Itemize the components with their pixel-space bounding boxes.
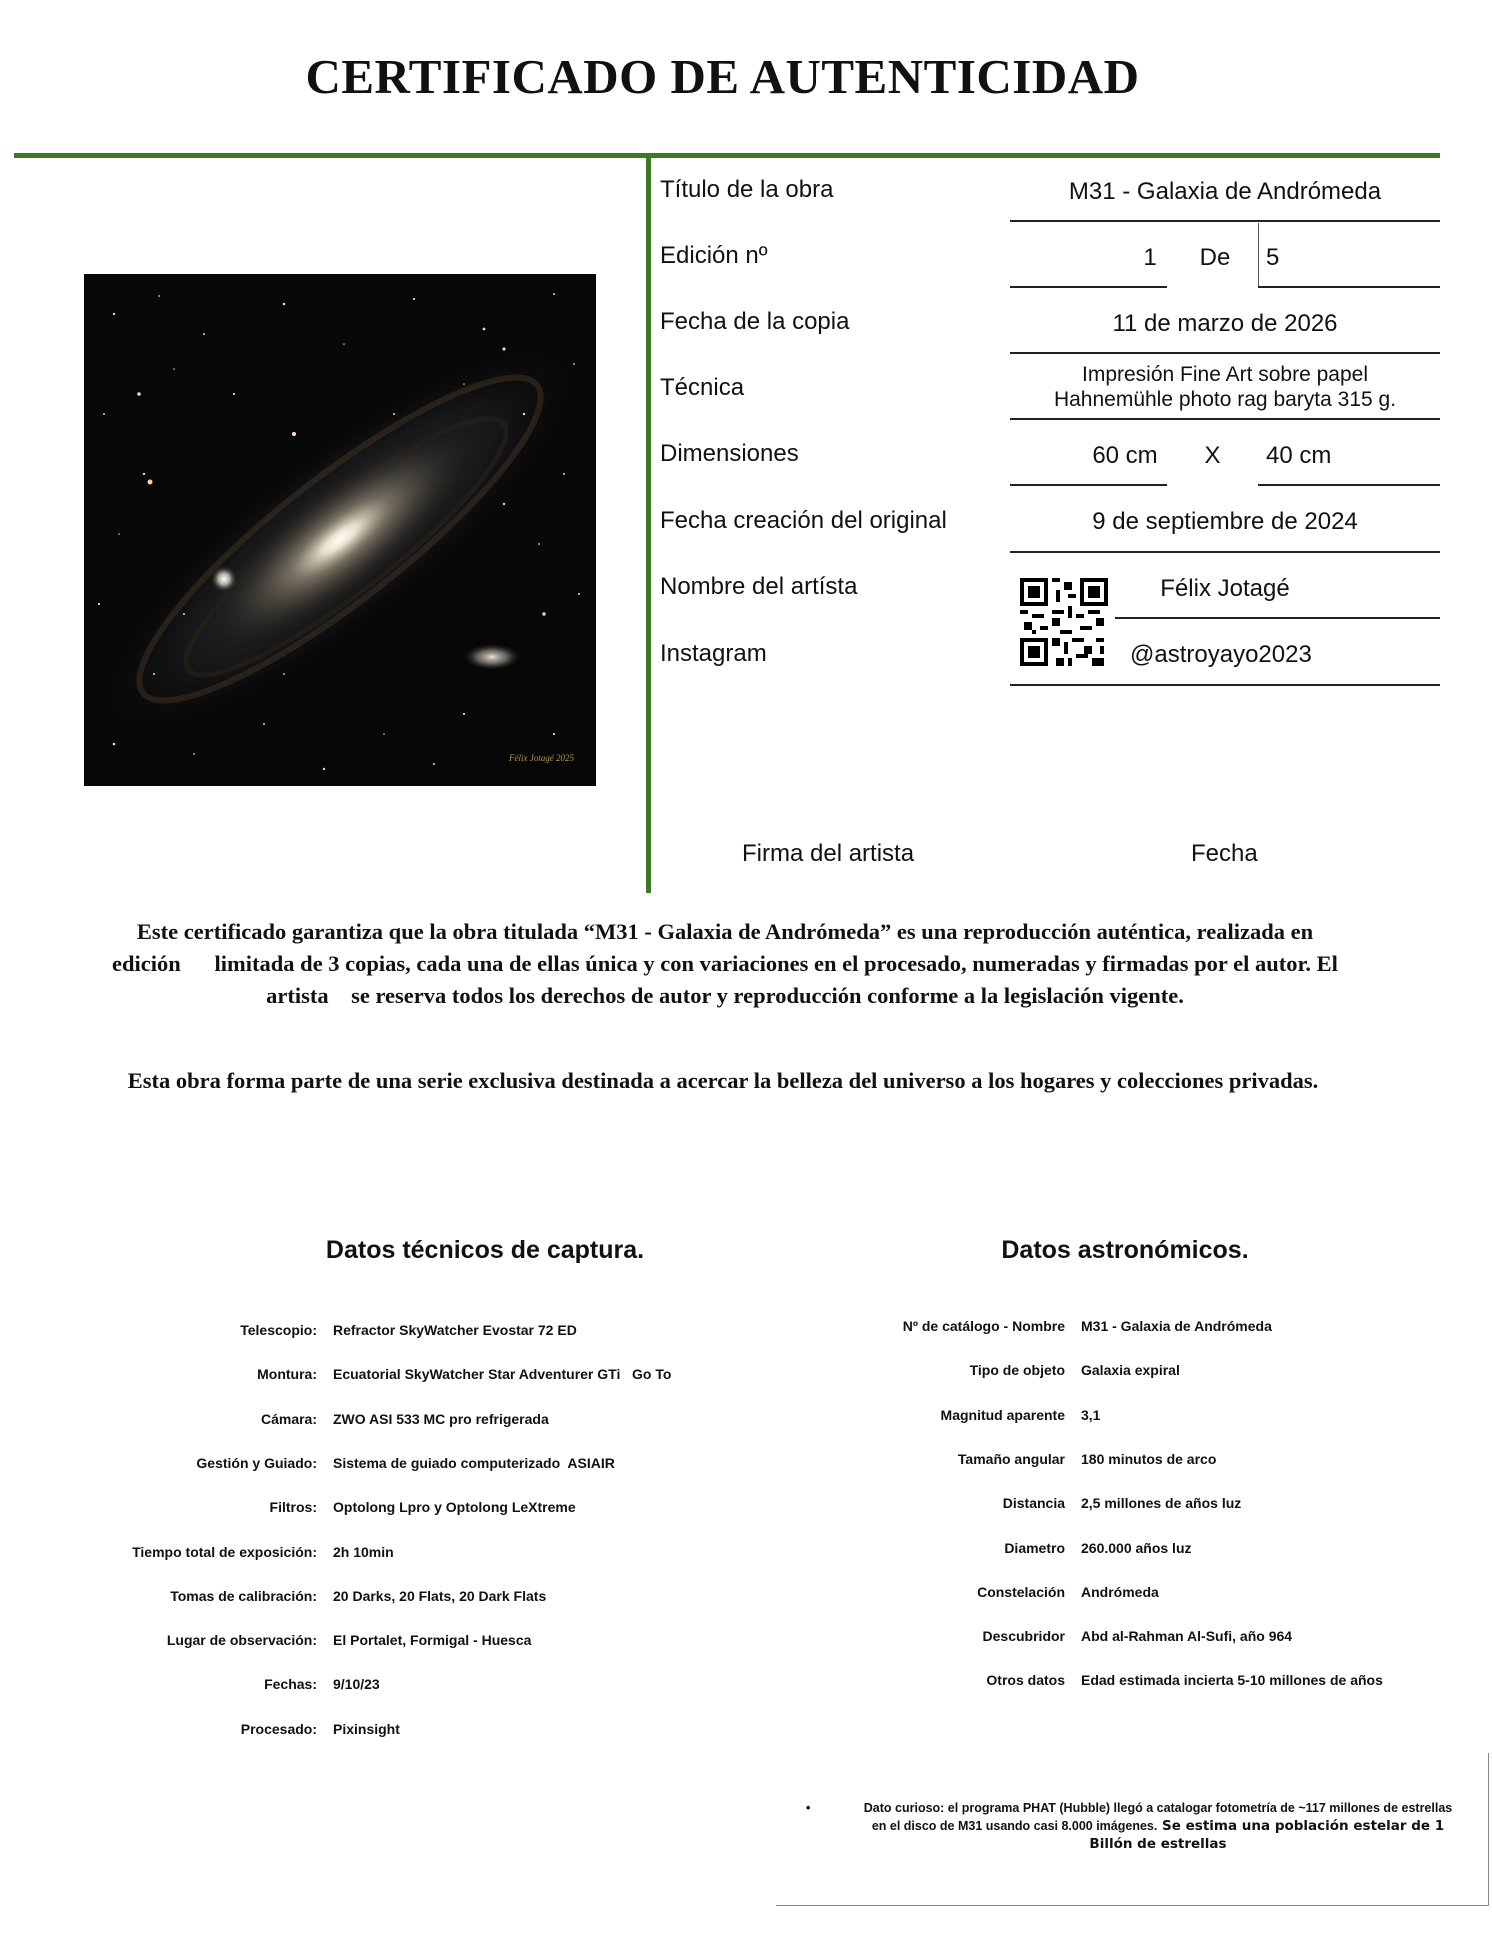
fun-fact-line-2a: en el disco de M31 usando casi 8.000 imágenes. bbox=[871, 1819, 1158, 1833]
paragraph-line-3: artista se reserva todos los derechos de autor y reproducción conforme a la legislación vigente. bbox=[266, 983, 1184, 1008]
tecnica-underline bbox=[1010, 418, 1440, 420]
tech-row-label: Cámara: bbox=[260, 1410, 317, 1427]
fecha-original-value: 9 de septiembre de 2024 bbox=[1092, 508, 1358, 535]
tech-row-value: ZWO ASI 533 MC pro refrigerada bbox=[333, 1410, 549, 1427]
fecha-copia-underline bbox=[1010, 352, 1440, 354]
instagram-label: Instagram bbox=[660, 640, 767, 667]
astro-row-label: Diametro bbox=[1004, 1539, 1065, 1556]
fecha-original-label: Fecha creación del original bbox=[660, 507, 947, 534]
certificate-title: CERTIFICADO DE AUTENTICIDAD bbox=[305, 49, 1140, 104]
qr-code-icon bbox=[1020, 578, 1108, 671]
astro-row-value: 3,1 bbox=[1081, 1406, 1101, 1423]
green-vertical-rule bbox=[646, 153, 651, 893]
tech-row-value: 9/10/23 bbox=[333, 1676, 380, 1693]
astro-row-label: Tamaño angular bbox=[957, 1450, 1065, 1467]
artista-label: Nombre del artísta bbox=[660, 573, 858, 600]
astro-row-label: Tipo de objeto bbox=[969, 1362, 1065, 1379]
artista-underline bbox=[1115, 617, 1440, 619]
astro-row-label: Constelación bbox=[977, 1583, 1065, 1600]
instagram-value[interactable]: @astroyayo2023 bbox=[1130, 641, 1312, 668]
titulo-underline bbox=[1010, 220, 1440, 222]
fecha-copia-value: 11 de marzo de 2026 bbox=[1112, 310, 1338, 337]
tecnica-value bbox=[1010, 362, 1440, 412]
tecnica-line1: Impresión Fine Art sobre papel bbox=[1082, 363, 1368, 386]
instagram-underline bbox=[1010, 684, 1440, 686]
astro-row-value: 180 minutos de arco bbox=[1081, 1450, 1217, 1467]
fecha-copia-label: Fecha de la copia bbox=[660, 308, 850, 335]
titulo-value: M31 - Galaxia de Andrómeda bbox=[1068, 178, 1382, 205]
astro-row-value: Abd al-Rahman Al-Sufi, año 964 bbox=[1081, 1628, 1293, 1645]
dim-underline-left bbox=[1010, 484, 1167, 486]
fun-fact-line-2 bbox=[838, 1818, 1478, 1835]
tech-row-value: El Portalet, Formigal - Huesca bbox=[333, 1632, 532, 1649]
titulo-label: Título de la obra bbox=[660, 176, 834, 203]
tech-row-label: Procesado: bbox=[240, 1720, 317, 1737]
edicion-underline-right bbox=[1258, 286, 1440, 288]
tech-row-label: Fechas: bbox=[264, 1676, 317, 1693]
green-horizontal-rule bbox=[14, 153, 1440, 158]
series-paragraph: Esta obra forma parte de una serie exclusiva destinada a acercar la belleza del universo a los hogares y colecciones privadas. bbox=[127, 1068, 1319, 1093]
astro-row-value: Edad estimada incierta 5-10 millones de años bbox=[1081, 1672, 1383, 1689]
tech-row-label: Tomas de calibración: bbox=[170, 1587, 317, 1604]
edicion-label: Edición nº bbox=[660, 242, 768, 269]
edicion-total: 5 bbox=[1266, 244, 1280, 271]
astro-row-value: Galaxia expiral bbox=[1081, 1362, 1180, 1379]
dim-underline-right bbox=[1258, 484, 1440, 486]
astro-row-label: Distancia bbox=[1002, 1495, 1065, 1512]
astro-section-heading: Datos astronómicos. bbox=[1001, 1236, 1249, 1264]
edicion-de: De bbox=[1199, 244, 1231, 271]
edicion-separator bbox=[1258, 223, 1259, 287]
tech-row-label: Filtros: bbox=[269, 1499, 317, 1516]
tech-row-value: Ecuatorial SkyWatcher Star Adventurer GTi Go To bbox=[333, 1366, 672, 1383]
fun-fact-line-2b: Se estima una población estelar de 1 bbox=[1157, 1818, 1445, 1834]
astro-row-value: 2,5 millones de años luz bbox=[1081, 1495, 1242, 1512]
tech-row-label: Gestión y Guiado: bbox=[196, 1454, 317, 1471]
tech-row-label: Telescopio: bbox=[240, 1322, 317, 1338]
astro-row-value: 260.000 años luz bbox=[1081, 1539, 1192, 1556]
fun-fact-bullet: • bbox=[806, 1801, 811, 1815]
tech-row-label: Tiempo total de exposición: bbox=[132, 1543, 317, 1560]
fun-fact-line-1: Dato curioso: el programa PHAT (Hubble) llegó a catalogar fotometría de ~117 millones de estrellas bbox=[863, 1801, 1453, 1815]
fecha-original-underline bbox=[1010, 551, 1440, 553]
certificate-paragraph bbox=[0, 916, 1450, 1012]
paragraph-line-2: edición limitada de 3 copias, cada una de ellas única y con variaciones en el procesado, numeradas y firmadas por el autor. El bbox=[112, 951, 1338, 976]
tech-row-value: 20 Darks, 20 Flats, 20 Dark Flats bbox=[333, 1587, 547, 1604]
dimensiones-label: Dimensiones bbox=[660, 440, 799, 467]
photo-signature: Félix Jotagé 2025 bbox=[509, 753, 574, 763]
fecha-label: Fecha bbox=[1191, 840, 1258, 867]
tech-row-value: Pixinsight bbox=[333, 1720, 400, 1737]
astro-row-value: Andrómeda bbox=[1081, 1583, 1159, 1600]
astro-row-label: Magnitud aparente bbox=[940, 1406, 1065, 1423]
astro-row-label: Otros datos bbox=[986, 1672, 1065, 1689]
fun-fact-line-3: Billón de estrellas bbox=[1089, 1836, 1227, 1852]
andromeda-galaxy-photo bbox=[84, 274, 596, 786]
tech-section-heading: Datos técnicos de captura. bbox=[325, 1236, 645, 1264]
tech-row-value: Optolong Lpro y Optolong LeXtreme bbox=[333, 1499, 576, 1516]
edicion-num: 1 bbox=[1143, 244, 1157, 271]
tecnica-line2: Hahnemühle photo rag baryta 315 g. bbox=[1053, 388, 1397, 411]
edicion-underline-left bbox=[1010, 286, 1167, 288]
astro-row-value: M31 - Galaxia de Andrómeda bbox=[1081, 1318, 1272, 1334]
dim-height: 40 cm bbox=[1266, 442, 1332, 469]
artista-value: Félix Jotagé bbox=[1160, 575, 1290, 602]
dim-width: 60 cm bbox=[1092, 442, 1158, 469]
firma-label: Firma del artista bbox=[742, 840, 915, 867]
astro-row-label: Nº de catálogo - Nombre bbox=[902, 1318, 1065, 1334]
tech-row-value: Sistema de guiado computerizado ASIAIR bbox=[333, 1454, 615, 1471]
tecnica-label: Técnica bbox=[660, 374, 745, 401]
tech-row-label: Lugar de observación: bbox=[166, 1632, 317, 1649]
paragraph-line-1: Este certificado garantiza que la obra titulada “M31 - Galaxia de Andrómeda” es una reproducción auténtica, realizada en bbox=[136, 919, 1314, 944]
tech-row-value: Refractor SkyWatcher Evostar 72 ED bbox=[333, 1322, 577, 1338]
tech-row-value: 2h 10min bbox=[333, 1543, 394, 1560]
astro-row-label: Descubridor bbox=[982, 1628, 1065, 1645]
dim-x: X bbox=[1204, 442, 1221, 469]
tech-row-label: Montura: bbox=[257, 1366, 317, 1383]
